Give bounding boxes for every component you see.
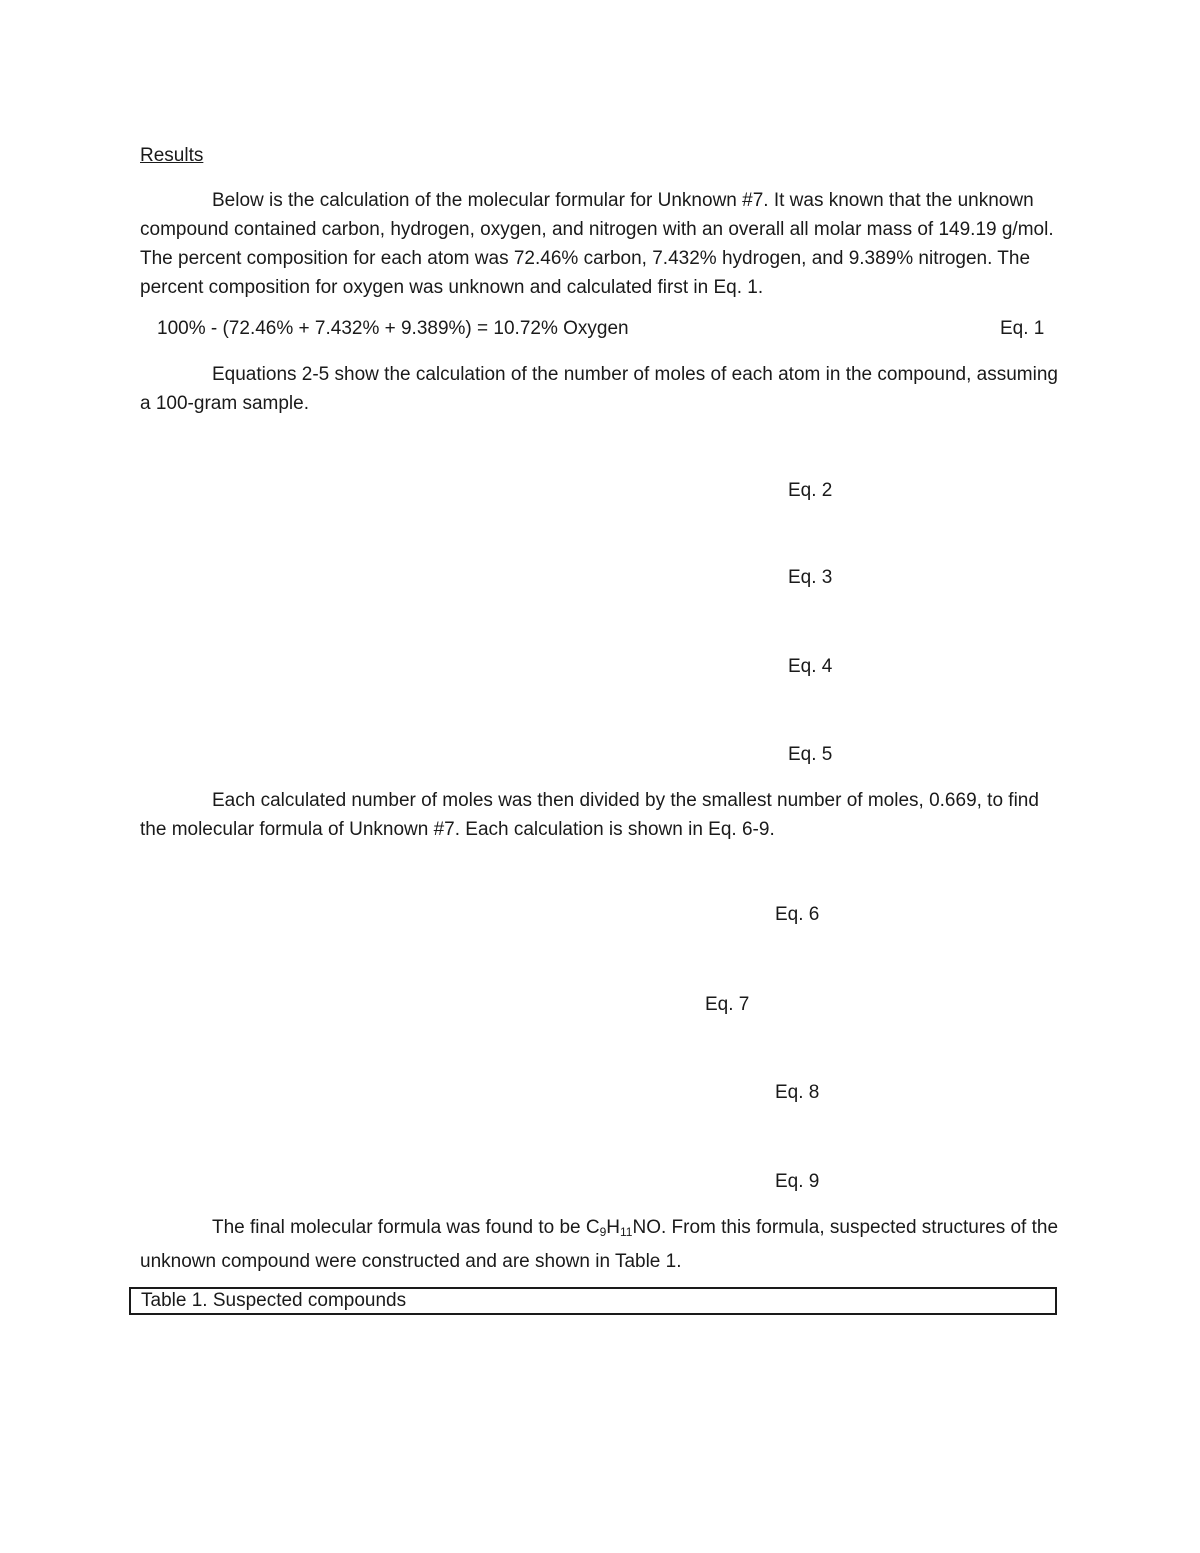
paragraph-formula — [140, 1213, 1065, 1276]
equation-1-label: Eq. 1 — [1000, 318, 1045, 339]
formula-hydrogen-count: 11 — [620, 1225, 633, 1239]
formula-carbon-count: 9 — [599, 1225, 607, 1239]
paragraph-moles — [140, 360, 1065, 418]
paragraph-divide — [140, 786, 1065, 844]
equation-4-label: Eq. 4 — [788, 656, 833, 677]
formula-carbon: C — [585, 1217, 600, 1238]
paragraph-formula-before: The final molecular formula was found to be — [212, 1217, 586, 1238]
table-1-caption: Table 1. Suspected compounds — [141, 1290, 407, 1311]
paragraph-divide-text: Each calculated number of moles was then divided by the smallest number of moles, 0.669, to find the molecular formula of Unknown #7. Each calculation is shown in Eq. 6-9. — [140, 790, 1039, 840]
paragraph-moles-text: Equations 2-5 show the calculation of the number of moles of each atom in the compound, assuming a 100-gram sample. — [140, 364, 1058, 414]
table-1-caption-box — [129, 1287, 1057, 1315]
equation-6-label: Eq. 6 — [775, 904, 820, 925]
formula-hydrogen: H — [606, 1217, 621, 1238]
molecular-formula — [586, 1217, 661, 1238]
equation-7-label: Eq. 7 — [705, 994, 750, 1015]
paragraph-intro-text: Below is the calculation of the molecular formular for Unknown #7. It was known that the unknown compound contained carbon, hydrogen, oxygen, and nitrogen with an overall all molar mass of 149.19 g/mol. The percent composition for each atom was 72.46% carbon, 7.432% hydrogen, and 9.389% nitrogen. The percent composition for oxygen was unknown and calculated first in Eq. 1. — [140, 190, 1054, 298]
equation-3-label: Eq. 3 — [788, 567, 833, 588]
paragraph-intro — [140, 186, 1065, 302]
equation-9-label: Eq. 9 — [775, 1171, 820, 1192]
section-heading: Results — [140, 145, 204, 166]
equation-2-label: Eq. 2 — [788, 480, 833, 501]
equation-5-label: Eq. 5 — [788, 744, 833, 765]
paragraph-formula-after: . From this formula, suspected structures of the unknown compound were constructed and are shown in Table 1. — [140, 1217, 1059, 1272]
equation-8-label: Eq. 8 — [775, 1082, 820, 1103]
equation-1: 100% - (72.46% + 7.432% + 9.389%) = 10.72% Oxygen — [157, 318, 629, 339]
formula-rest: NO — [632, 1217, 661, 1238]
